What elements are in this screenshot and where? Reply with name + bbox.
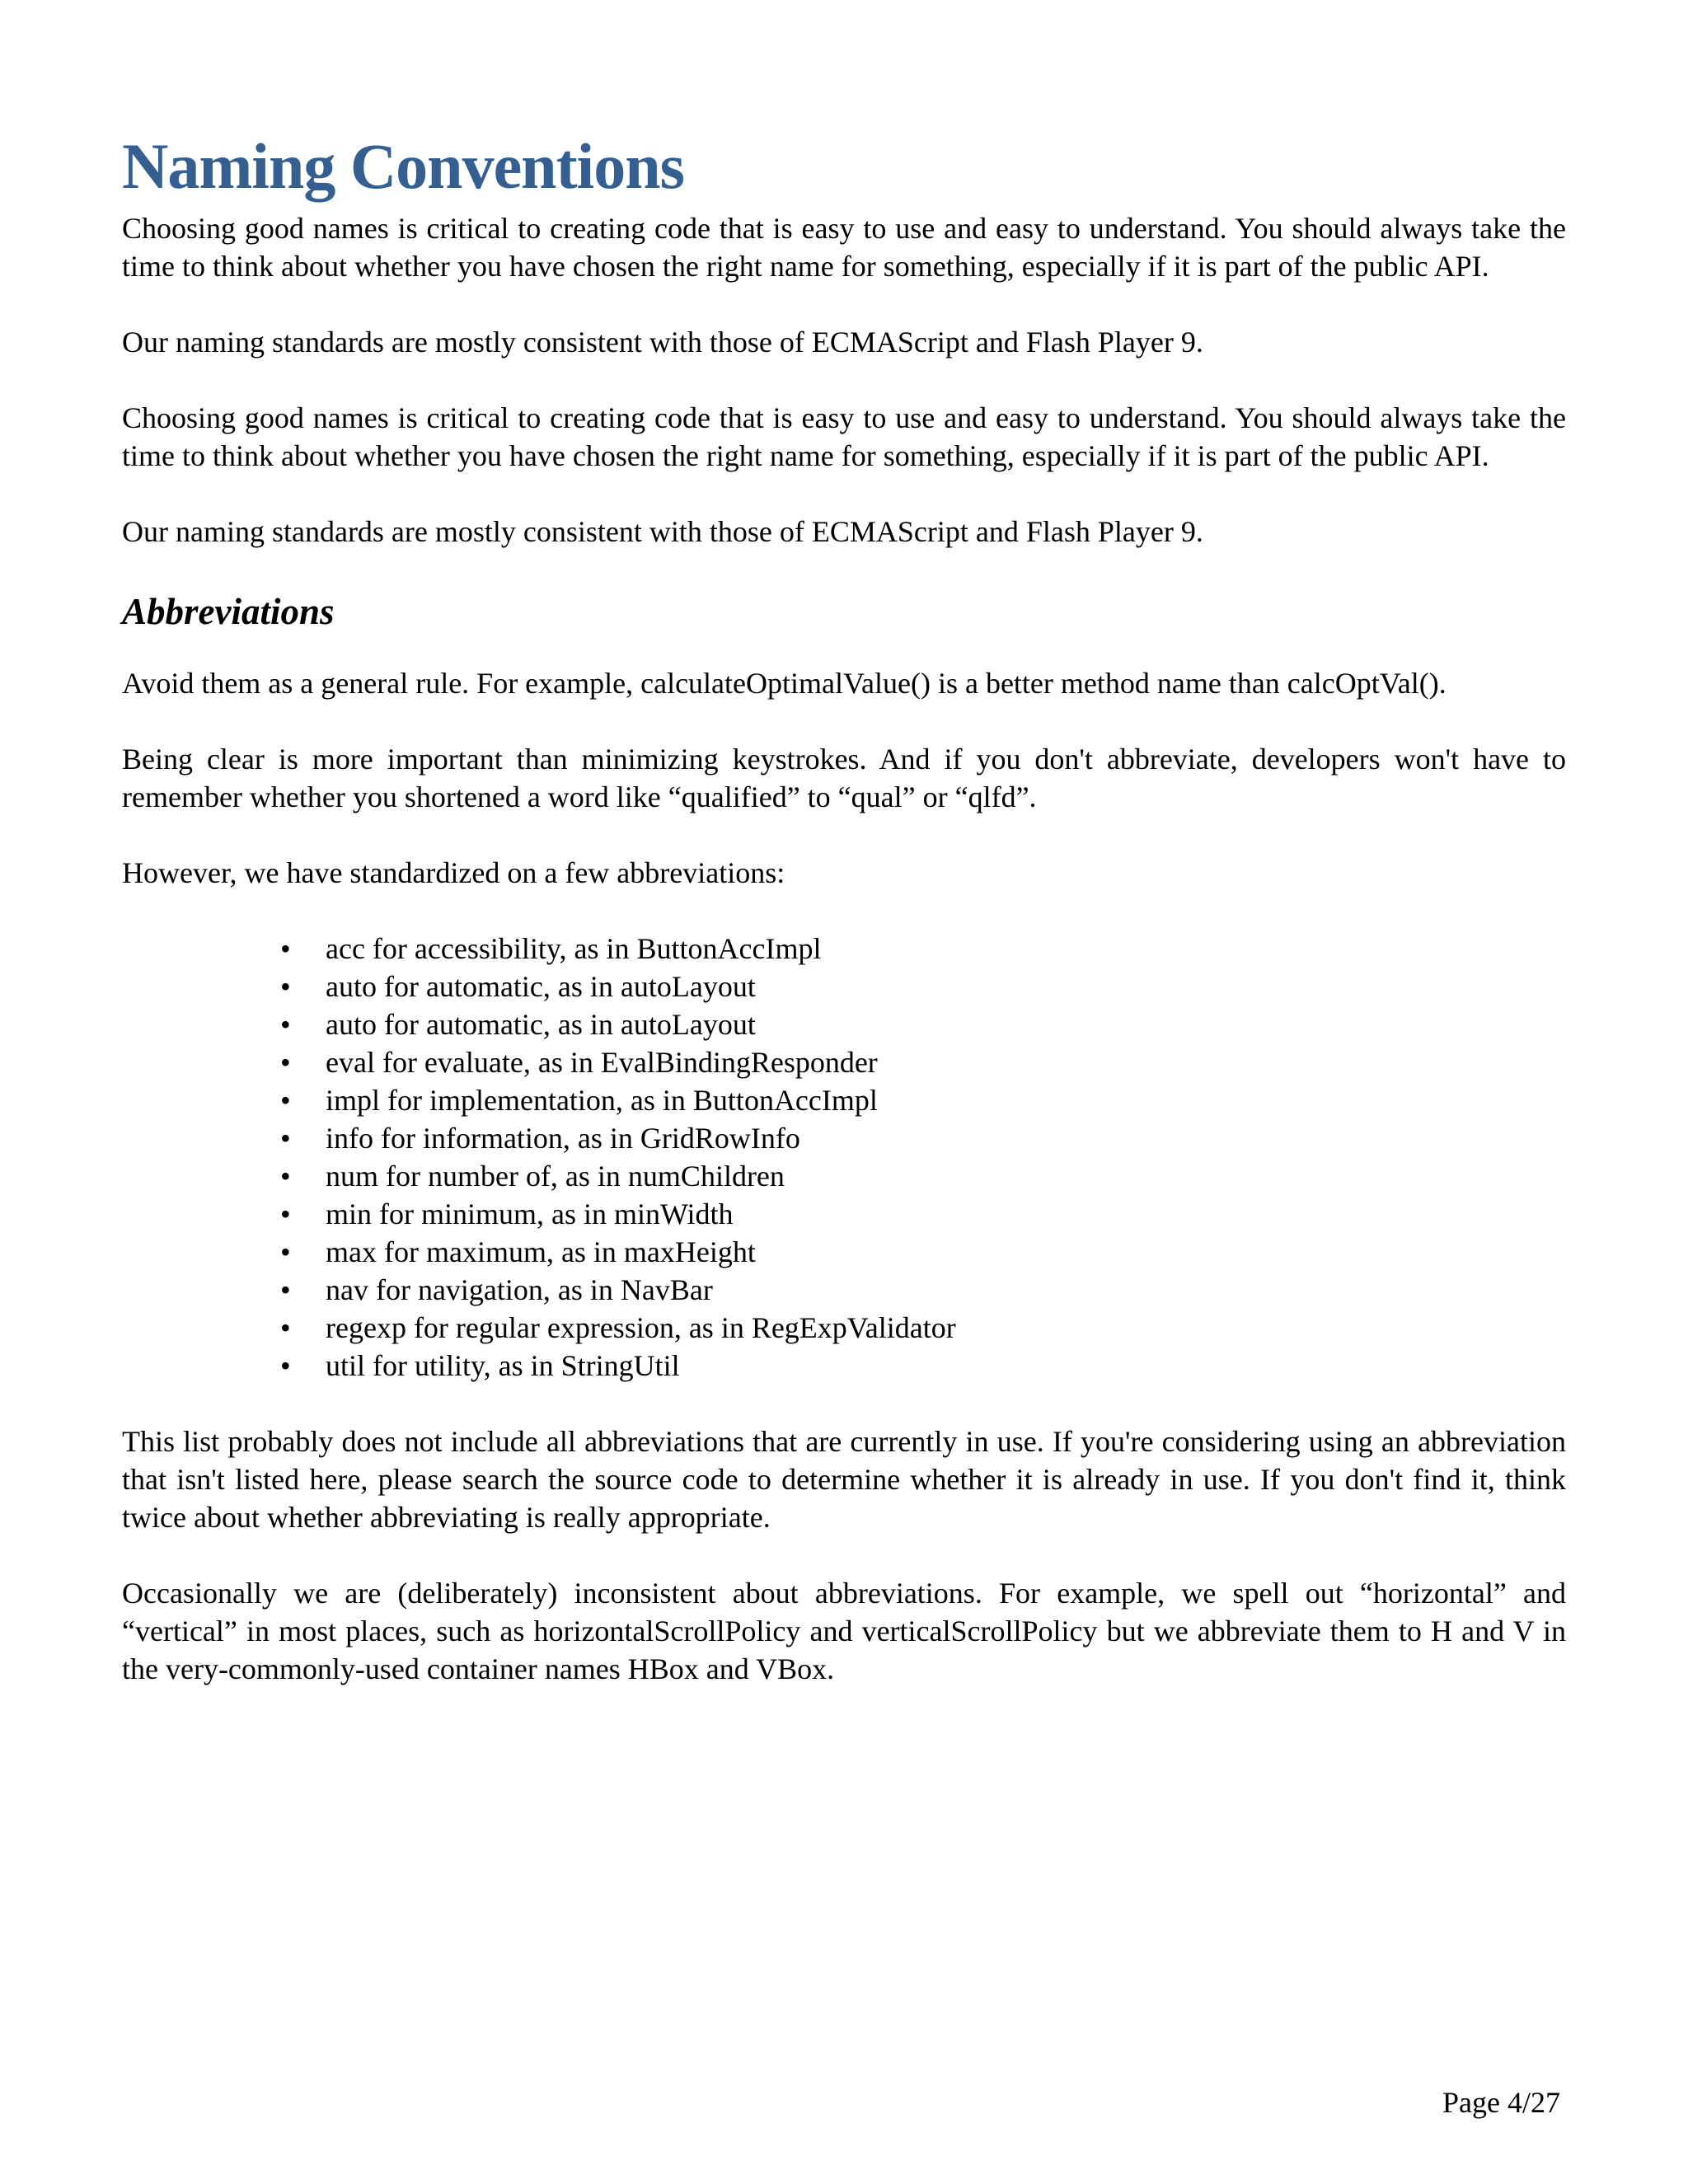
list-item-text: info for information, as in GridRowInfo <box>326 1122 800 1155</box>
list-item-text: acc for accessibility, as in ButtonAccImpl <box>326 932 822 965</box>
list-item <box>122 968 1566 1005</box>
abbrev-paragraph-3: However, we have standardized on a few abbreviations: <box>122 856 785 889</box>
list-item <box>122 930 1566 968</box>
list-item-text: max for maximum, as in maxHeight <box>326 1235 756 1268</box>
bullet-icon: • <box>280 970 291 1003</box>
list-item <box>122 1347 1566 1385</box>
list-item <box>122 1309 1566 1347</box>
list-item-text: auto for automatic, as in autoLayout <box>326 970 756 1003</box>
list-item <box>122 1233 1566 1271</box>
bullet-icon: • <box>280 1273 291 1306</box>
bullet-icon: • <box>280 1160 291 1193</box>
list-item <box>122 1043 1566 1081</box>
bullet-icon: • <box>280 1008 291 1041</box>
list-item-text: regexp for regular expression, as in RegExpValidator <box>326 1311 956 1344</box>
bullet-icon: • <box>280 1084 291 1117</box>
list-item <box>122 1119 1566 1157</box>
page-number: Page 4/27 <box>1442 2086 1560 2119</box>
list-item <box>122 1081 1566 1119</box>
bullet-icon: • <box>280 1349 291 1382</box>
list-item <box>122 1005 1566 1043</box>
intro-paragraph-3: Choosing good names is critical to creating code that is easy to use and easy to understand. You should always take the time to think about whether you have chosen the right name for something, especially if it is part of the public API. <box>122 401 1566 472</box>
bullet-icon: • <box>280 1122 291 1155</box>
list-item <box>122 1157 1566 1195</box>
intro-paragraph-4: Our naming standards are mostly consistent with those of ECMAScript and Flash Player 9. <box>122 515 1203 548</box>
closing-paragraph-1: This list probably does not include all abbreviations that are currently in use. If you're considering using an abbreviation that isn't listed here, please search the source code to determine whether it is already in use. If you don't find it, think twice about whether abbreviating is really appropriate. <box>122 1425 1566 1534</box>
intro-paragraph-1: Choosing good names is critical to creating code that is easy to use and easy to understand. You should always take the time to think about whether you have chosen the right name for something, especially if it is part of the public API. <box>122 212 1566 283</box>
closing-paragraph-2: Occasionally we are (deliberately) inconsistent about abbreviations. For example, we spell out “horizontal” and “vertical” in most places, such as horizontalScrollPolicy and verticalScrollPolicy but we abbreviate them to H and V in the very-commonly-used container names HBox and VBox. <box>122 1577 1566 1685</box>
bullet-icon: • <box>280 1197 291 1230</box>
bullet-icon: • <box>280 1311 291 1344</box>
list-item-text: util for utility, as in StringUtil <box>326 1349 680 1382</box>
abbrev-paragraph-2: Being clear is more important than minimizing keystrokes. And if you don't abbreviate, developers won't have to remember whether you shortened a word like “qualified” to “qual” or “qlfd”. <box>122 743 1566 813</box>
abbreviations-list <box>122 930 1566 1385</box>
list-item-text: impl for implementation, as in ButtonAccImpl <box>326 1084 878 1117</box>
bullet-icon: • <box>280 932 291 965</box>
list-item <box>122 1195 1566 1233</box>
abbrev-paragraph-1: Avoid them as a general rule. For example, calculateOptimalValue() is a better method name than calcOptVal(). <box>122 667 1447 700</box>
bullet-icon: • <box>280 1235 291 1268</box>
intro-paragraph-2: Our naming standards are mostly consistent with those of ECMAScript and Flash Player 9. <box>122 326 1203 359</box>
page-title: Naming Conventions <box>122 130 684 202</box>
list-item <box>122 1271 1566 1309</box>
list-item-text: nav for navigation, as in NavBar <box>326 1273 713 1306</box>
list-item-text: eval for evaluate, as in EvalBindingResponder <box>326 1046 878 1079</box>
list-item-text: min for minimum, as in minWidth <box>326 1197 734 1230</box>
list-item-text: auto for automatic, as in autoLayout <box>326 1008 756 1041</box>
list-item-text: num for number of, as in numChildren <box>326 1160 785 1193</box>
section-heading-abbreviations: Abbreviations <box>122 591 335 632</box>
bullet-icon: • <box>280 1046 291 1079</box>
